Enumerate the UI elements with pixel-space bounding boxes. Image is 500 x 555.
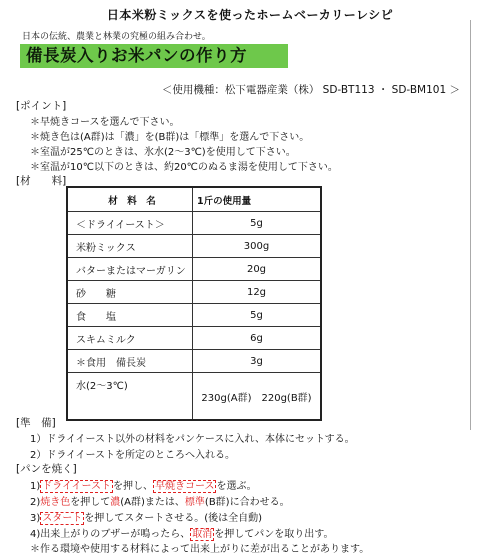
ingredient-name: ＜ドライイースト＞: [67, 212, 193, 235]
table-row: [67, 258, 321, 281]
page-top-title: 日本米粉ミックスを使ったホームベーカリーレシピ: [106, 8, 394, 22]
points-heading: [ポイント]: [16, 100, 67, 112]
bake-step-4: [30, 525, 333, 540]
quick-bake-course-label: 早焼きコース: [154, 481, 215, 492]
start-key-label: スタート: [42, 513, 83, 524]
ingredient-name: 砂 糖: [67, 281, 193, 304]
column-header-name: 材 料 名: [67, 187, 193, 212]
step-number: 3): [30, 513, 41, 524]
step-text: を押し、: [112, 481, 153, 492]
ingredient-amount: 3g: [193, 350, 322, 373]
table-row: [67, 327, 321, 350]
dry-yeast-key-label: ドライイースト: [42, 481, 111, 492]
point-item: ＊室温が25℃のときは、氷水(2～3℃)を使用して下さい。: [30, 147, 296, 158]
point-item: ＊焼き色は(A群)は「濃」を(B群)は「標準」を選んで下さい。: [30, 132, 310, 143]
prep-heading: [準 備]: [16, 417, 56, 429]
table-row: [67, 281, 321, 304]
ingredient-amount: 300g: [193, 235, 322, 258]
prep-item: 2）ドライイーストを所定のところへ入れる。: [30, 450, 236, 461]
materials-table: [66, 186, 322, 421]
step-text: 出来上がりのブザーが鳴ったら、: [40, 529, 191, 540]
materials-heading: [材 料]: [16, 175, 67, 187]
bake-step-2: [30, 493, 290, 508]
ingredient-name: スキムミルク: [67, 327, 193, 350]
table-row: [67, 212, 321, 235]
ingredient-name: ＊食用 備長炭: [67, 350, 193, 373]
table-row: [67, 235, 321, 258]
ingredient-name: 水(2～3℃): [67, 373, 193, 421]
ingredient-amount: 230g(A群) 220g(B群): [193, 373, 322, 421]
page-subtitle: 日本の伝統、農業と林業の究極の組み合わせ。: [22, 32, 211, 42]
crust-color-key-label: 焼き色: [40, 497, 71, 508]
model-info: ＜使用機種：松下電器産業（株） SD-BT113 ・ SD-BM101 ＞: [161, 84, 460, 96]
table-header-row: [67, 187, 321, 212]
recipe-title-banner: 備長炭入りお米パンの作り方: [20, 44, 288, 68]
bake-note: ＊作る環境や使用する材料によって出来上がりに差が出ることがあります。: [30, 544, 370, 555]
bake-step-3: [30, 509, 262, 524]
step-number: 1): [30, 481, 41, 492]
dark-setting-label: 濃: [110, 497, 121, 508]
step-text: を押してパンを取り出す。: [214, 529, 334, 540]
bake-step-1: [30, 477, 257, 492]
ingredient-amount: 6g: [193, 327, 322, 350]
step-text: (B群)に合わせる。: [204, 497, 290, 508]
step-text: を選ぶ。: [216, 481, 257, 492]
bake-heading: [パンを焼く]: [16, 463, 77, 475]
ingredient-amount: 12g: [193, 281, 322, 304]
cancel-key-label: 取消: [192, 529, 213, 540]
step-number: 2): [30, 497, 41, 508]
table-row: [67, 350, 321, 373]
prep-item: 1）ドライイースト以外の材料をパンケースに入れ、本体にセットする。: [30, 434, 355, 445]
standard-setting-label: 標準: [184, 497, 205, 508]
ingredient-amount: 5g: [193, 304, 322, 327]
point-item: ＊早焼きコースを選んで下さい。: [30, 117, 180, 128]
step-text: を押してスタートさせる。(後は全自動): [84, 513, 263, 524]
point-item: ＊室温が10℃以下のときは、約20℃のぬるま湯を使用して下さい。: [30, 162, 338, 173]
step-text: (A群)または、: [120, 497, 185, 508]
ingredient-amount: 20g: [193, 258, 322, 281]
ingredient-amount: 5g: [193, 212, 322, 235]
step-text: を押して: [70, 497, 111, 508]
table-row: [67, 373, 321, 421]
table-row: [67, 304, 321, 327]
ingredient-name: 米粉ミックス: [67, 235, 193, 258]
page-edge-line: [470, 20, 471, 430]
step-number: 4): [30, 529, 41, 540]
ingredient-name: バターまたはマーガリン: [67, 258, 193, 281]
ingredient-name: 食 塩: [67, 304, 193, 327]
column-header-amount: 1斤の使用量: [193, 187, 322, 212]
